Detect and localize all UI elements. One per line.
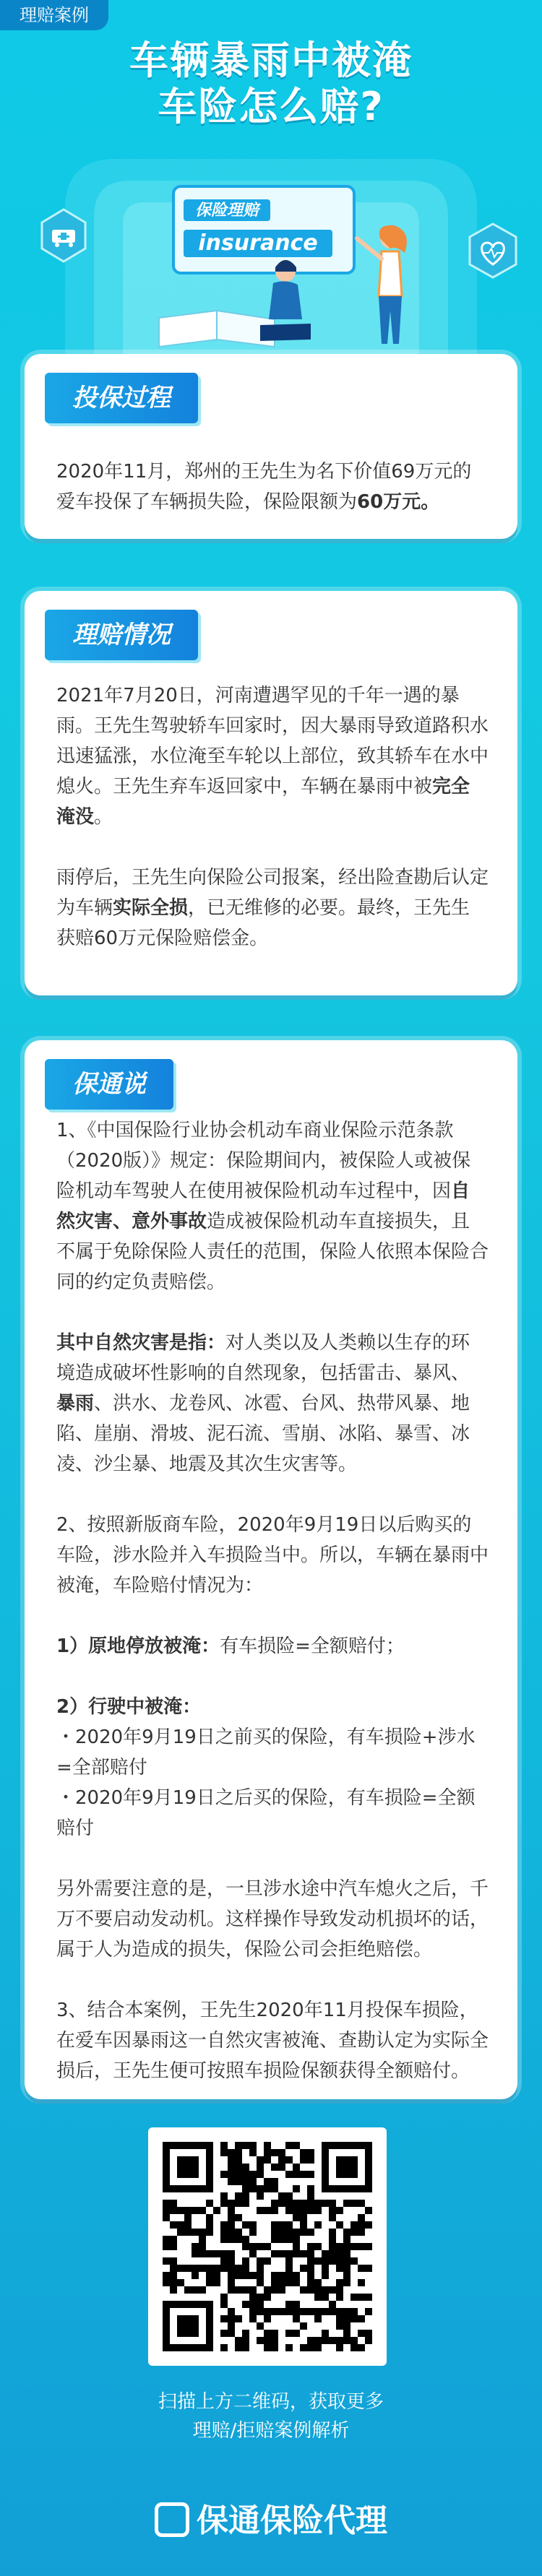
section-body: [56, 1115, 489, 2086]
paragraph: 其中自然灾害是指：对人类以及人类赖以生存的环境造成破坏性影响的自然现象，包括雷击、暴风、暴雨、洪水、龙卷风、冰雹、台风、热带风暴、地陷、崖崩、滑坡、泥石流、雪崩、冰陷、暴雪、冰凌、沙尘暴、地震及其次生灾害等。: [56, 1332, 470, 1475]
section-body: [56, 457, 489, 517]
section-baotong-says: [25, 1040, 517, 2099]
category-tag: 理赔案例: [0, 0, 108, 30]
section-heading: 理赔情况: [45, 610, 198, 660]
list-item: ・2020年9月19日之前买的保险，有车损险+涉水=全部赔付: [56, 1726, 476, 1778]
title-line-2: 车险怎么赔?: [158, 84, 384, 129]
heart-pulse-icon: [470, 224, 516, 277]
section-body: [56, 680, 489, 954]
paragraph: 另外需要注意的是，一旦涉水途中汽车熄火之后，千万不要启动发动机。这样操作导致发动机损坏的话，属于人为造成的损失，保险公司会拒绝赔偿。: [56, 1878, 489, 1961]
paragraph: 3、结合本案例，王先生2020年11月投保车损险，在爱车因暴雨这一自然灾害被淹、查勘认定为实际全损后，王先生便可按照车损险保额获得全额赔付。: [56, 2000, 489, 2082]
qr-code[interactable]: [148, 2127, 387, 2366]
list-item: ・2020年9月19日之后买的保险，有车损险=全额赔付: [56, 1787, 476, 1839]
paragraph: 雨停后，王先生向保险公司报案，经出险查勘后认定为车辆实际全损，已无维修的必要。最终，王先生获赔60万元保险赔偿金。: [56, 867, 489, 949]
section-insurance-process: [25, 354, 517, 539]
paragraph: 1、《中国保险行业协会机动车商业保险示范条款（2020版）》规定：保险期间内，被保险人或被保险机动车驾驶人在使用被保险机动车过程中，因自然灾害、意外事故造成被保险机动车直接损失，且不属于免除保险人责任的范围，保险人依照本保险合同的约定负责赔偿。: [56, 1120, 489, 1293]
paragraph: 1）原地停放被淹：有车损险=全额赔付；: [56, 1635, 405, 1657]
paragraph: 2021年7月20日，河南遭遇罕见的千年一遇的暴雨。王先生驾驶轿车回家时，因大暴雨导致道路积水迅速猛涨，水位淹至车轮以上部位，致其轿车在水中熄火。王先生弃车返回家中，车辆在暴雨中被完全淹没。: [56, 685, 489, 828]
section-heading: 投保过程: [45, 373, 198, 423]
qr-code-pattern: [148, 2127, 387, 2366]
section-claim-status: [25, 591, 517, 995]
brand-logo-icon: [155, 2502, 189, 2537]
paragraph: 2020年11月，郑州的王先生为名下价值69万元的爱车投保了车辆损失险，保险限额为60万元。: [56, 461, 472, 513]
title-line-1: 车辆暴雨中被淹: [129, 38, 413, 83]
paragraph: 2、按照新版商车险，2020年9月19日以后购买的车险，涉水险并入车损险当中。所以，车辆在暴雨中被淹，车险赔付情况为：: [56, 1514, 489, 1596]
qr-caption: 扫描上方二维码，获取更多 理赔/拒赔案例解析: [158, 2391, 384, 2442]
footer-brand: 保通保险代理: [0, 2499, 542, 2543]
section-heading: 保通说: [45, 1059, 173, 1110]
highlight-amount: 60万元。: [357, 491, 440, 513]
board-word: insurance: [198, 230, 318, 256]
paragraph: 2）行驶中被淹：: [56, 1696, 202, 1718]
board-title: 保险理赔: [194, 202, 259, 220]
page-title: [0, 38, 542, 130]
